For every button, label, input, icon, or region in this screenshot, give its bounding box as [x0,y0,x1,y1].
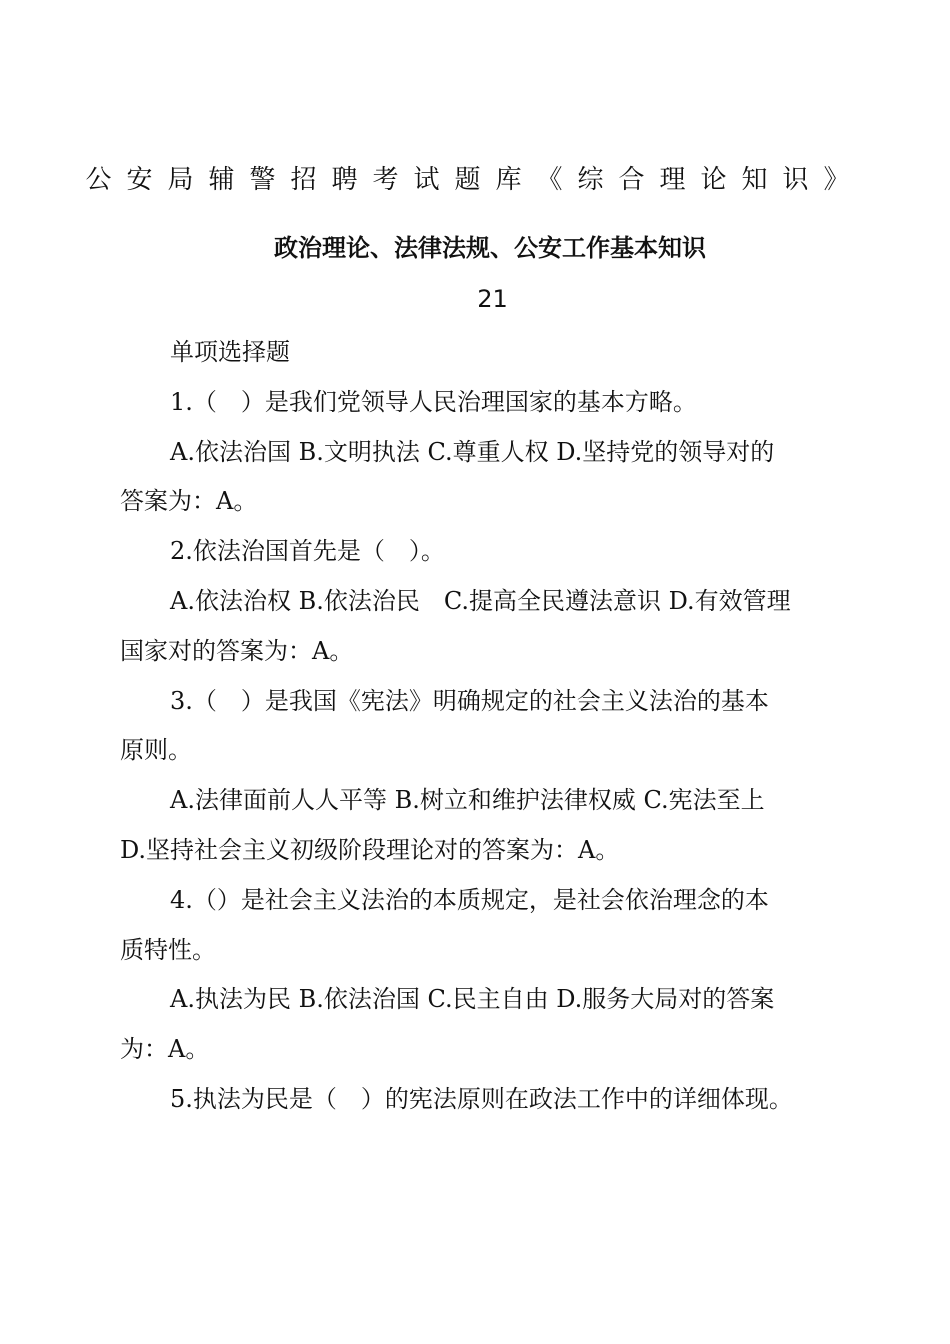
document-body [120,328,840,1125]
question-1-options: A.依法治国 B.文明执法 C.尊重人权 D.坚持党的领导对的 [170,437,775,466]
question-1-answer: 答案为：A。 [120,487,258,516]
document-subtitle: 政治理论、法律法规、公安工作基本知识 [274,233,706,262]
section-heading: 单项选择题 [170,338,290,366]
question-2-answer: 国家对的答案为：A。 [120,636,354,665]
question-4-answer: 为：A。 [120,1035,210,1064]
question-2-options: A.依法治权 B.依法治民 C.提高全民遵法意识 D.有效管理 [170,586,791,615]
question-3: 3.（ ）是我国《宪法》明确规定的社会主义法治的基本 [170,686,769,715]
question-5: 5.执法为民是（ ）的宪法原则在政法工作中的详细体现。 [170,1084,793,1113]
question-4-continued: 质特性。 [120,935,216,964]
page-number: 21 [477,285,508,313]
question-1: 1.（ ）是我们党领导人民治理国家的基本方略。 [170,387,697,416]
document-title: 公安局辅警招聘考试题库《综合理论知识》 [85,165,865,195]
question-2: 2.依法治国首先是（ ）。 [170,537,445,566]
question-3-answer: D.坚持社会主义初级阶段理论对的答案为：A。 [120,835,620,864]
question-3-continued: 原则。 [120,736,192,765]
question-3-options: A.法律面前人人平等 B.树立和维护法律权威 C.宪法至上 [170,786,765,815]
question-4: 4.（）是社会主义法治的本质规定，是社会依治理念的本 [170,885,769,914]
question-4-options: A.执法为民 B.依法治国 C.民主自由 D.服务大局对的答案 [170,985,775,1014]
